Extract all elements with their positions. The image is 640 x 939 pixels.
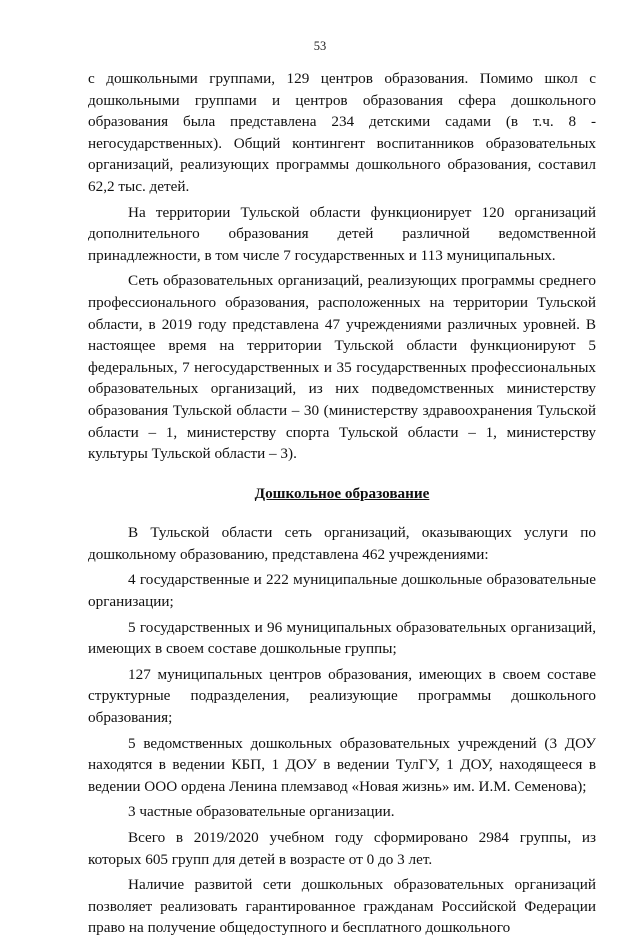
list-item-private-organizations: 3 частные образовательные организации. <box>128 803 395 821</box>
list-item-state-municipal-preschools: 4 государственные и 222 муниципальные дошкольные образовательные организации; <box>88 571 596 611</box>
list-item-organizations-with-preschool-groups: 5 государственных и 96 муниципальных образовательных организаций, имеющих в своем составе дошкольные группы; <box>88 618 596 658</box>
paragraph-groups-total: Всего в 2019/2020 учебном году сформировано 2984 группы, из которых 605 групп для детей в возрасте от 0 до 3 лет. <box>88 829 596 868</box>
body-text <box>88 68 596 939</box>
section-heading-preschool-education: Дошкольное образование <box>254 484 430 502</box>
paragraph-continuation-preschool-groups: с дошкольными группами, 129 центров образования. Помимо школ с дошкольными группами и центров образования сфера дошкольного образования была представлена 234 детскими садами (в т.ч. 8 - негосударственных). Общий контингент воспитанников образовательных организаций, реализующих программы дошкольного образования, составил 62,2 тыс. детей. <box>88 70 596 195</box>
list-item-departmental-preschools: 5 ведомственных дошкольных образовательных учреждений (3 ДОУ находятся в ведении КБП, 1 ДОУ в ведении ТулГУ, 1 ДОУ, находящееся в ведении ООО ордена Ленина племзавод «Новая жизнь» им. И.М. Семенова); <box>88 734 596 795</box>
list-item-municipal-education-centers: 127 муниципальных центров образования, имеющих в своем составе структурные подразделения, реализующие программы дошкольного образования; <box>88 665 596 727</box>
paragraph-developed-network: Наличие развитой сети дошкольных образовательных организаций позволяет реализовать гарантированное гражданам Российской Федерации право на получение общедоступного и бесплатного дошкольного <box>88 876 596 937</box>
paragraph-additional-education: На территории Тульской области функционирует 120 организаций дополнительного образования детей различной ведомственной принадлежности, в том числе 7 государственных и 113 муниципальных. <box>88 203 596 264</box>
paragraph-preschool-network: В Тульской области сеть организаций, оказывающих услуги по дошкольному образованию, представлена 462 учреждениями: <box>88 524 596 563</box>
paragraph-vocational-education: Сеть образовательных организаций, реализующих программы среднего профессионального образования, расположенных на территории Тульской области, в 2019 году представлена 47 учреждениями различных уровней. В настоящее время на территории Тульской области функционируют 5 федеральных, 7 негосударственных и 35 государственных профессиональных образовательных организаций, из них подведомственных министерству образования Тульской области – 30 (министерству здравоохранения Тульской области – 1, министерству спорта Тульской области – 1, министерству культуры Тульской области – 3). <box>88 272 596 463</box>
page-number: 53 <box>313 39 327 53</box>
